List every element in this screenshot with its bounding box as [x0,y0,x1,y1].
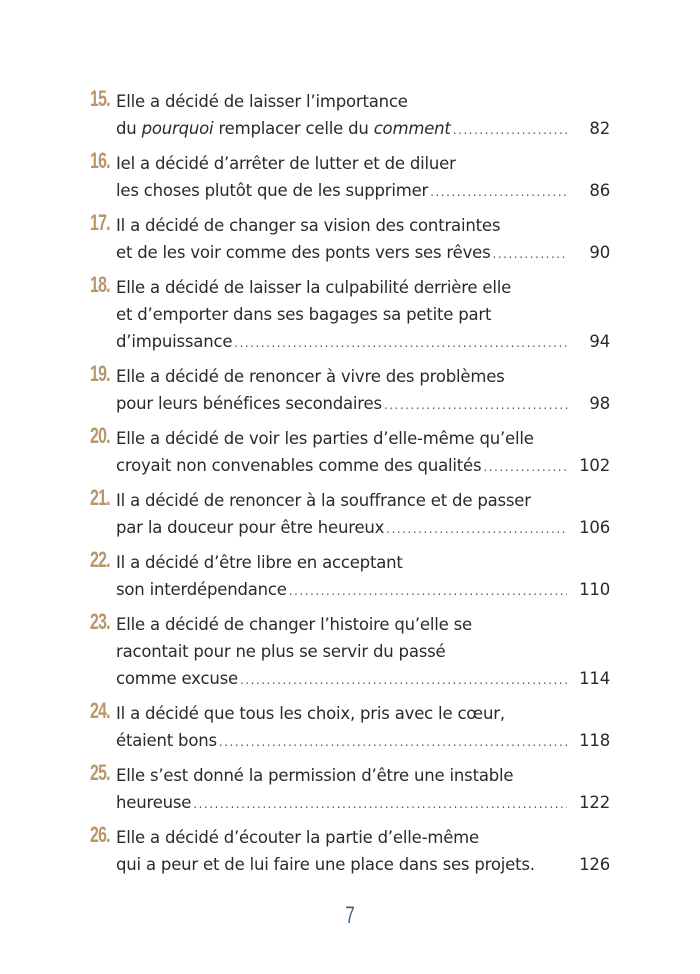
chapter-number: 22. [90,547,110,572]
entry-title-line: d’impuissance [116,332,233,351]
entry-title-line: Il a décidé de changer sa vision des contraintes [116,216,501,235]
chapter-number: 23. [90,609,110,634]
entry-page-number: 126 [579,855,610,874]
entry-title-line: par la douceur pour être heureux [116,518,385,537]
chapter-number: 15. [90,86,110,111]
entry-last-line [116,851,610,880]
toc-entry[interactable] [90,824,610,880]
entry-last-line [116,177,610,206]
entry-page-number: 82 [589,119,610,138]
entry-last-line [116,514,610,543]
entry-last-line [116,328,610,357]
dot-leader [493,241,568,268]
entry-title-line: croyait non convenables comme des qualités [116,456,482,475]
entry-title-line: Iel a décidé d’arrêter de lutter et de diluer [116,154,456,173]
toc-entry[interactable] [90,363,610,419]
entry-title-line: Elle a décidé de laisser l’importance [116,92,408,111]
entry-title-line: Elle a décidé de voir les parties d’elle-même qu’elle [116,429,534,448]
chapter-number: 20. [90,423,110,448]
dot-leader [384,392,568,419]
entry-page-number: 110 [579,580,610,599]
entry-title-line: Elle a décidé de changer l’histoire qu’elle se [116,615,472,634]
dot-leader [386,516,567,543]
entry-page-number: 86 [589,181,610,200]
entry-title-line: comme excuse [116,669,238,688]
entry-title-line: qui a peur et de lui faire une place dans ses projets. [116,855,535,874]
entry-last-line [116,390,610,419]
chapter-number: 26. [90,822,110,847]
italic-word: pourquoi [141,119,214,138]
entry-title-line: les choses plutôt que de les supprimer [116,181,429,200]
chapter-number: 16. [90,148,110,173]
entry-title-line [116,115,451,142]
toc-entry[interactable] [90,274,610,357]
toc-entry[interactable] [90,549,610,605]
title-fragment: remplacer celle du [213,119,374,138]
entry-title-line: racontait pour ne plus se servir du passé [116,642,446,661]
toc-entry[interactable] [90,487,610,543]
dot-leader [289,578,567,605]
chapter-number: 17. [90,210,110,235]
page-number: 7 [345,902,355,929]
dot-leader [234,330,568,357]
toc-entry[interactable] [90,88,610,144]
entry-last-line [116,239,610,268]
entry-page-number: 122 [579,793,610,812]
entry-page-number: 102 [579,456,610,475]
entry-title-line: et de les voir comme des ponts vers ses rêves [116,243,491,262]
chapter-number: 24. [90,698,110,723]
entry-page-number: 118 [579,731,610,750]
entry-title-line: heureuse [116,793,192,812]
dot-leader [240,667,567,694]
entry-last-line [116,789,610,818]
entry-title-line: Elle a décidé de renoncer à vivre des problèmes [116,367,505,386]
dot-leader [193,791,567,818]
entry-last-line [116,576,610,605]
entry-title-line: Il a décidé que tous les choix, pris avec le cœur, [116,704,505,723]
chapter-number: 25. [90,760,110,785]
toc-entry[interactable] [90,700,610,756]
toc-entry[interactable] [90,150,610,206]
entry-page-number: 90 [589,243,610,262]
entry-page-number: 114 [579,669,610,688]
entry-title-line: pour leurs bénéfices secondaires [116,394,382,413]
entry-title-line: Elle a décidé d’écouter la partie d’elle-même [116,828,479,847]
entry-title-line: Elle a décidé de laisser la culpabilité derrière elle [116,278,512,297]
entry-last-line [116,665,610,694]
table-of-contents [90,88,610,886]
toc-entry[interactable] [90,611,610,694]
entry-last-line [116,115,610,144]
dot-leader [219,729,567,756]
entry-page-number: 94 [589,332,610,351]
chapter-number: 21. [90,485,110,510]
chapter-number: 18. [90,272,110,297]
toc-entry[interactable] [90,425,610,481]
dot-leader [453,117,568,144]
entry-title-line: Il a décidé de renoncer à la souffrance et de passer [116,491,531,510]
italic-word: comment [373,119,451,138]
chapter-number: 19. [90,361,110,386]
entry-page-number: 98 [589,394,610,413]
entry-title-line: son interdépendance [116,580,287,599]
entry-page-number: 106 [579,518,610,537]
entry-last-line [116,452,610,481]
entry-title-line: Elle s’est donné la permission d’être une instable [116,766,514,785]
title-fragment: du [116,119,142,138]
dot-leader [430,179,568,206]
dot-leader [483,454,567,481]
entry-title-line: et d’emporter dans ses bagages sa petite part [116,305,492,324]
entry-title-line: Il a décidé d’être libre en acceptant [116,553,403,572]
toc-entry[interactable] [90,212,610,268]
toc-entry[interactable] [90,762,610,818]
entry-last-line [116,727,610,756]
entry-title-line: étaient bons [116,731,217,750]
